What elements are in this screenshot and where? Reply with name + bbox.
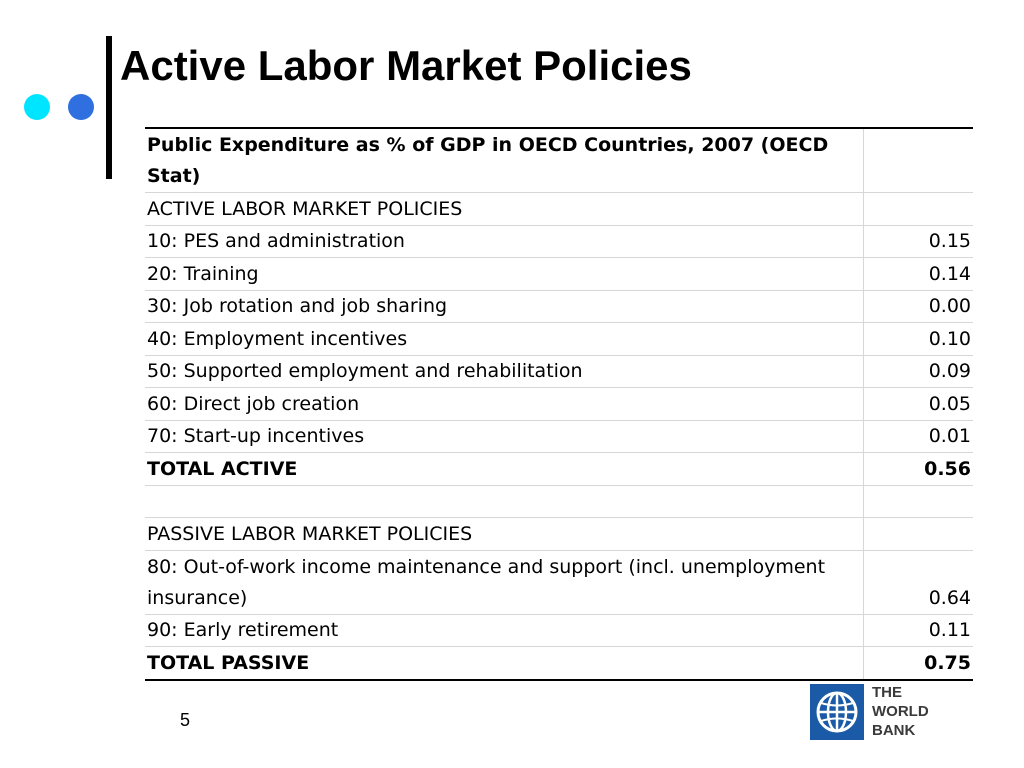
row-label: 80: Out-of-work income maintenance and support (incl. unemployment insurance)	[145, 550, 864, 614]
world-bank-logo	[810, 683, 929, 740]
table-row	[145, 485, 973, 518]
table-row	[145, 258, 973, 291]
table-row	[145, 518, 973, 551]
row-label: PASSIVE LABOR MARKET POLICIES	[145, 518, 864, 551]
row-label: 60: Direct job creation	[145, 388, 864, 421]
row-label: 50: Supported employment and rehabilitation	[145, 355, 864, 388]
logo-line: WORLD	[872, 703, 929, 720]
table-row	[145, 550, 973, 614]
table-row	[145, 355, 973, 388]
row-value: 0.11	[864, 614, 974, 647]
decorative-dots	[24, 94, 94, 120]
row-value: 0.56	[864, 453, 974, 486]
blue-dot	[68, 94, 94, 120]
row-label: TOTAL ACTIVE	[145, 453, 864, 486]
table-row	[145, 193, 973, 226]
row-value: 0.15	[864, 225, 974, 258]
row-value: 0.14	[864, 258, 974, 291]
row-label: 10: PES and administration	[145, 225, 864, 258]
expenditure-table	[145, 127, 973, 681]
row-value	[864, 128, 974, 193]
row-value	[864, 518, 974, 551]
title-divider	[106, 36, 112, 179]
logo-wordmark	[872, 683, 929, 740]
row-label: 90: Early retirement	[145, 614, 864, 647]
row-value	[864, 193, 974, 226]
table-row	[145, 420, 973, 453]
row-value: 0.10	[864, 323, 974, 356]
row-value: 0.01	[864, 420, 974, 453]
row-label: ACTIVE LABOR MARKET POLICIES	[145, 193, 864, 226]
logo-line: THE	[872, 684, 902, 701]
row-value: 0.00	[864, 290, 974, 323]
row-label: 20: Training	[145, 258, 864, 291]
row-label: 30: Job rotation and job sharing	[145, 290, 864, 323]
globe-icon	[810, 684, 864, 740]
row-value: 0.64	[864, 550, 974, 614]
page-number: 5	[180, 710, 191, 730]
table-body	[145, 128, 973, 680]
row-value	[864, 485, 974, 518]
row-value: 0.75	[864, 647, 974, 680]
table-row	[145, 647, 973, 680]
table-row	[145, 290, 973, 323]
row-label	[145, 485, 864, 518]
row-value: 0.05	[864, 388, 974, 421]
table-row	[145, 225, 973, 258]
row-label: Public Expenditure as % of GDP in OECD Countries, 2007 (OECD Stat)	[145, 128, 864, 193]
slide-title: Active Labor Market Policies	[120, 42, 692, 89]
table-row	[145, 614, 973, 647]
table-row	[145, 128, 973, 193]
row-label: TOTAL PASSIVE	[145, 647, 864, 680]
row-value: 0.09	[864, 355, 974, 388]
table-row	[145, 388, 973, 421]
row-label: 40: Employment incentives	[145, 323, 864, 356]
row-label: 70: Start-up incentives	[145, 420, 864, 453]
cyan-dot	[24, 94, 50, 120]
table-row	[145, 453, 973, 486]
logo-line: BANK	[872, 722, 916, 739]
table-row	[145, 323, 973, 356]
